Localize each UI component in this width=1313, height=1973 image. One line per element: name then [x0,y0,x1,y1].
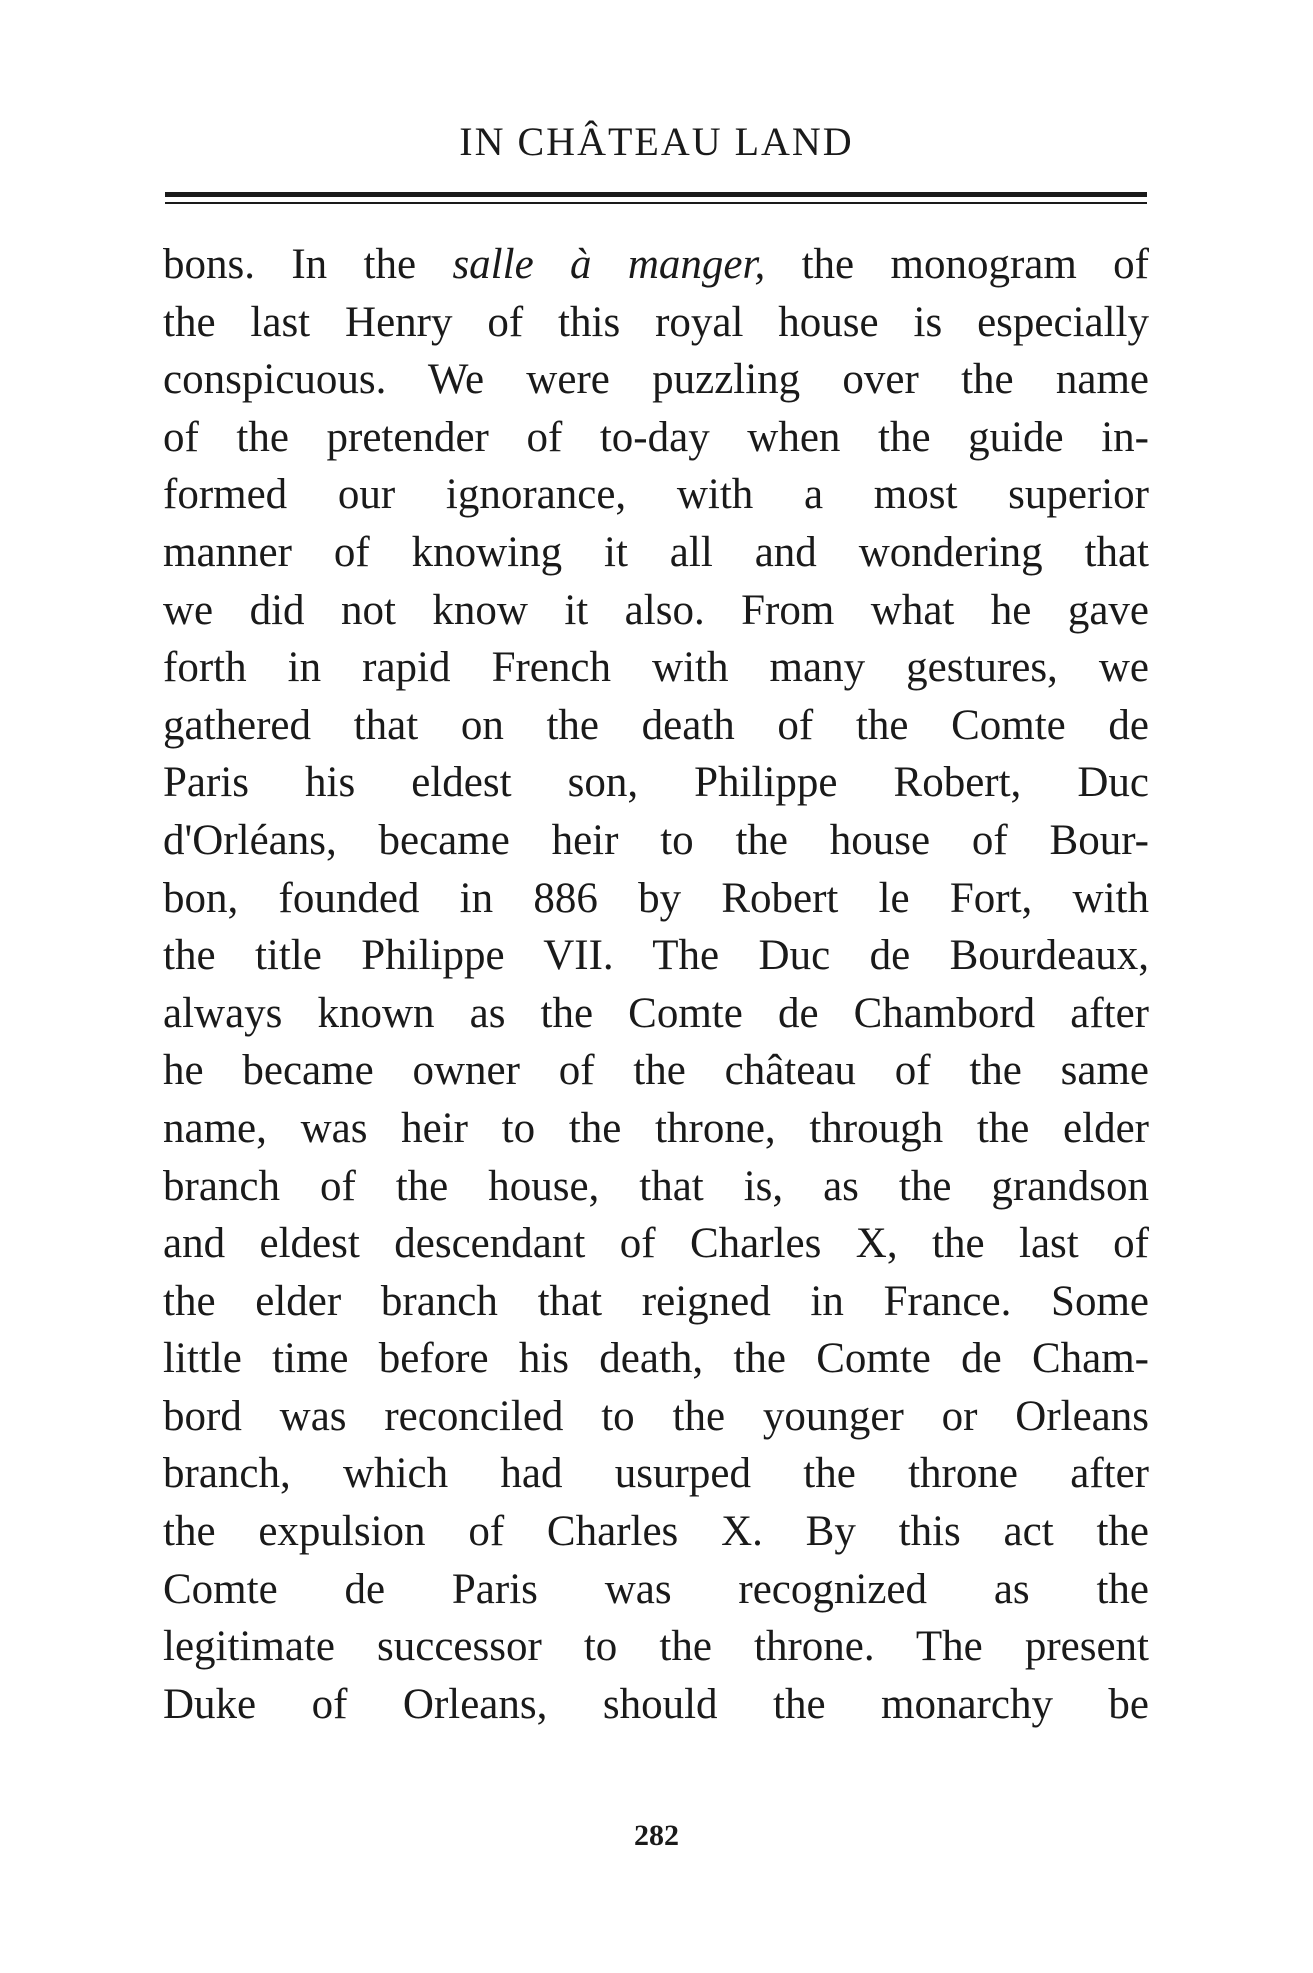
text-line: legitimate successor to the throne. The present [163,1623,1149,1671]
text-line: always known as the Comte de Chambord after [163,989,1149,1037]
body-text [163,236,1149,1733]
text-line: manner of knowing it all and wondering that [163,528,1149,576]
text-line: we did not know it also. From what he gave [163,586,1149,634]
text-line: Paris his eldest son, Philippe Robert, Duc [163,759,1149,807]
text-line: forth in rapid French with many gestures, we [163,644,1149,692]
text-line: the last Henry of this royal house is especially [163,298,1149,346]
text-line: he became owner of the château of the same [163,1047,1149,1095]
running-head: IN CHÂTEAU LAND [459,119,854,164]
header-rule-thin [165,202,1147,204]
text-line: bord was reconciled to the younger or Orleans [163,1392,1149,1440]
text-line: Comte de Paris was recognized as the [163,1565,1149,1613]
text-line: Duke of Orleans, should the monarchy be [163,1680,1149,1728]
text-line: of the pretender of to-day when the guide in- [163,413,1149,461]
italic-phrase: salle à manger, [452,241,766,288]
header-rule-thick [165,192,1147,197]
text-line: the title Philippe VII. The Duc de Bourdeaux, [163,932,1149,980]
text-line: bon, founded in 886 by Robert le Fort, with [163,874,1149,922]
text-line: the elder branch that reigned in France. Some [163,1277,1149,1325]
text-line: and eldest descendant of Charles X, the last of [163,1220,1149,1268]
text-line: bons. In the salle à manger, the monogram of [163,241,1149,288]
text-line: little time before his death, the Comte de Cham- [163,1335,1149,1383]
page-number: 282 [634,1819,679,1852]
text-line: name, was heir to the throne, through the elder [163,1104,1149,1152]
text-line: branch, which had usurped the throne after [163,1450,1149,1498]
text-line: the expulsion of Charles X. By this act the [163,1508,1149,1556]
text-line: conspicuous. We were puzzling over the name [163,356,1149,404]
text-line: gathered that on the death of the Comte de [163,701,1149,749]
text-line: formed our ignorance, with a most superior [163,471,1149,519]
text-line: branch of the house, that is, as the grandson [163,1162,1149,1210]
text-line: d'Orléans, became heir to the house of Bour- [163,816,1149,864]
